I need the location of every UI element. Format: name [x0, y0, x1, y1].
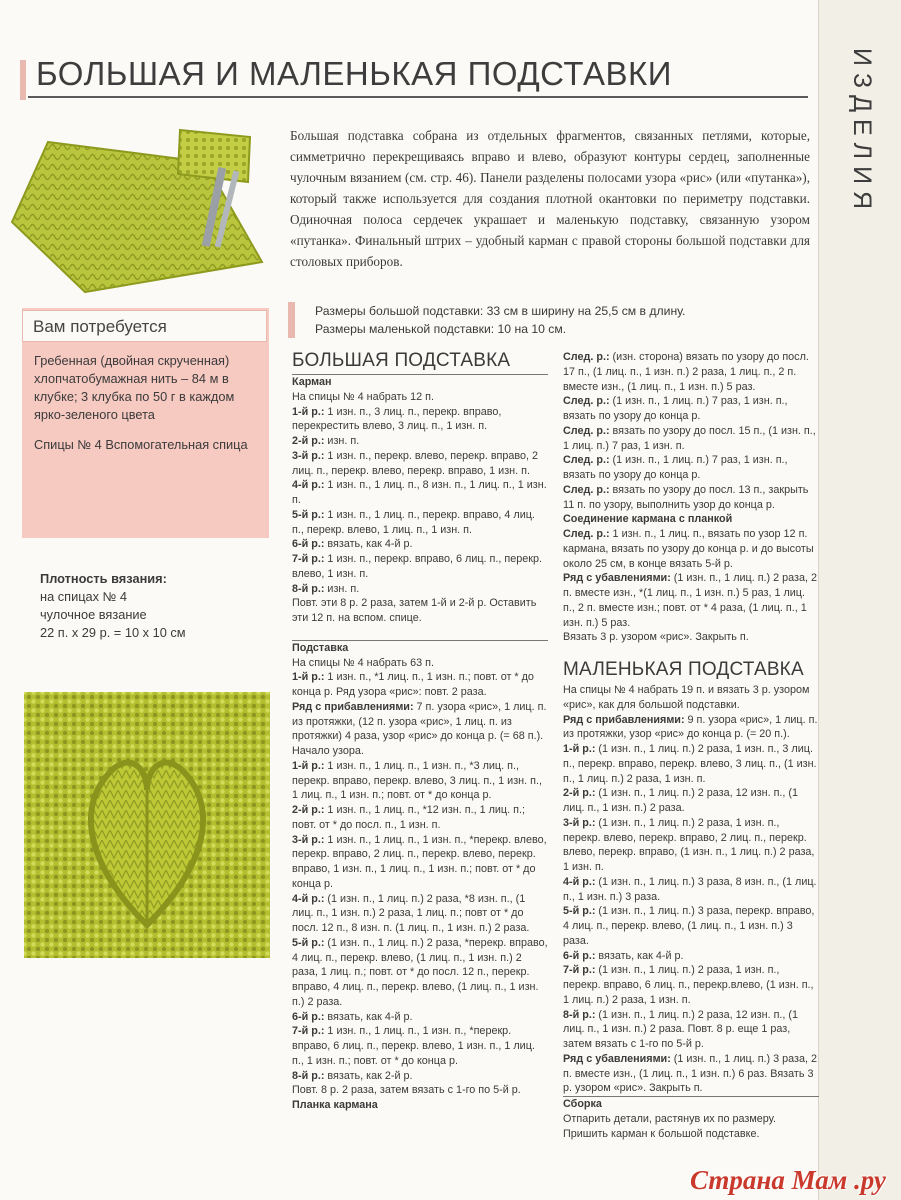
pocket-heading: Карман	[292, 374, 548, 390]
row-label: След. р.:	[563, 483, 610, 496]
row-text: (1 изн. п., 1 лиц. п.) 2 раза, *перекр. вправо, 4 лиц. п., перекр. влево, (1 лиц. п., 1 изн. п.) 2 раза, 1 лиц. п.; повт. от * до посл. 12 п., перекр. вправо, 4 лиц. п., перекр. влево, (1 лиц. п., 1 изн. п.) 2 раза.	[292, 936, 548, 1008]
row-label: 1-й р.:	[292, 759, 325, 772]
row-text: (1 изн. п., 1 лиц. п.) 2 раза, *8 изн. п., (1 лиц. п., 1 изн. п.) 2 раза, 1 лиц. п.; повт от * до посл. 12 п., 8 изн. п. (1 лиц. п., 1 изн. п.) 2 раза.	[292, 892, 530, 934]
instruction-row	[563, 904, 819, 948]
row-text: (изн. сторона) вязать по узору до посл. 17 п., (1 лиц. п., 1 изн. п.) 2 раза, 1 лиц. п., 2 п. вместе изн., (1 лиц. п., 1 изн. п.) 5 раз.	[563, 351, 809, 393]
row-label: 5-й р.:	[292, 936, 325, 949]
gauge-heading: Плотность вязания:	[40, 571, 167, 586]
instruction-row	[292, 537, 548, 552]
row-label: 4-й р.:	[292, 479, 325, 492]
big-mat-column	[292, 350, 548, 1113]
swatch-photo	[22, 690, 272, 960]
row-label: 6-й р.:	[563, 949, 596, 962]
join-heading: Соединение кармана с планкой	[563, 513, 733, 526]
row-label: След. р.:	[563, 351, 610, 363]
instruction-row	[292, 449, 548, 479]
row-text: 1 изн. п., перекр. влево, перекр. вправо, 2 лиц. п., перекр. влево, перекр. вправо, 1 изн. п.	[292, 449, 539, 477]
row-text: (1 изн. п., 1 лиц. п.) 7 раз, 1 изн. п., вязать по узору до конца р.	[563, 454, 788, 481]
row-label: Ряд с убавлениями:	[563, 572, 671, 585]
row-text: Вязать 3 р. узором «рис». Закрыть п.	[563, 631, 749, 644]
row-label: 8-й р.:	[292, 582, 325, 595]
right-column	[563, 350, 819, 1141]
instruction-row	[292, 1069, 548, 1084]
row-text: вязать, как 4-й р.	[595, 949, 684, 962]
row-text: 1 изн. п., перекр. вправо, 6 лиц. п., перекр. влево, 1 изн. п.	[292, 553, 542, 580]
row-text: 1 изн. п., 1 лиц. п., 1 изн. п., *перекр. вправо, 6 лиц. п., перекр. влево, 1 изн. п., 1 лиц. п., 1 изн. п.; повт. от * до конца р.	[292, 1025, 535, 1067]
row-text: 1 изн. п., 1 лиц. п., 1 изн. п., *3 лиц. п., перекр. вправо, перекр. влево, 3 лиц. п., 1 изн. п., 1 лиц. п., 1 изн. п.; повт. от * до конца р.	[292, 759, 542, 802]
row-label: 2-й р.:	[292, 435, 325, 447]
gauge-line: 22 п. х 29 р. = 10 х 10 см	[40, 625, 186, 640]
row-label: След. р.:	[563, 395, 610, 408]
small-mat-title: МАЛЕНЬКАЯ ПОДСТАВКА	[563, 659, 804, 680]
row-label: 3-й р.:	[292, 833, 325, 846]
mat-rows	[292, 670, 548, 1098]
row-text: (1 изн. п., 1 лиц. п.) 3 раза, перекр. вправо, 4 лиц. п., перекр. влево, (1 лиц. п., 1 изн. п.) 3 раза.	[563, 905, 815, 947]
row-text: вязать по узору до посл. 13 п., закрыть 11 п. по узору, выполнить узор до конца р.	[563, 483, 809, 511]
row-label: Ряд с убавлениями:	[563, 1052, 671, 1065]
row-label: 6-й р.:	[292, 1010, 325, 1023]
row-text: 1 изн. п., 1 лиц. п., перекр. вправо, 4 лиц. п., перекр. влево, 1 лиц. п., 1 изн. п.	[292, 508, 535, 536]
row-text: 7 п. узора «рис», 1 лиц. п. из протяжки, (12 п. узора «рис», 1 лиц. п. из протяжки) 4 раза, узор «рис» до конца р. (= 68 п.).	[292, 700, 547, 743]
row-text: 1 изн. п., *1 лиц. п., 1 изн. п.; повт. от * до конца р. Ряд узора «рис»: повт. 2 раза.	[292, 671, 534, 698]
strip-rows	[563, 350, 819, 512]
row-text: вязать, как 4-й р.	[324, 1010, 413, 1023]
pocket-tail: Повт. эти 8 р. 2 раза, затем 1-й и 2-й р. Оставить эти 12 п. на вспом. спице.	[292, 597, 537, 624]
row-text: изн. п.	[324, 435, 360, 447]
instruction-row	[292, 1010, 548, 1025]
row-label: 1-й р.:	[563, 743, 596, 755]
title-accent-bar	[20, 60, 26, 100]
size-line-small: Размеры маленькой подставки: 10 на 10 см.	[315, 322, 567, 336]
join-rows	[563, 527, 819, 645]
instruction-row	[563, 875, 819, 905]
instruction-row	[563, 630, 819, 645]
row-text: 1 изн. п., 1 лиц. п., вязать по узор 12 п. кармана, вязать по узору до конца р. и до высоты около 25 см, в конце вязать 5-й р.	[563, 528, 814, 570]
pocket-intro: На спицы № 4 набрать 12 п.	[292, 390, 434, 403]
row-label: 6-й р.:	[292, 538, 325, 551]
placemat-photo	[0, 112, 280, 302]
row-label: 3-й р.:	[292, 449, 325, 462]
instruction-row	[292, 434, 548, 449]
row-label: 7-й р.:	[292, 1025, 325, 1038]
row-label: 4-й р.:	[292, 892, 325, 905]
row-label: След. р.:	[563, 454, 610, 467]
row-label: 8-й р.:	[563, 1008, 596, 1021]
row-text: вязать, как 4-й р.	[324, 538, 413, 551]
size-line-big: Размеры большой подставки: 33 см в ширину на 25,5 см в длину.	[315, 304, 686, 318]
mat-heading: Подставка	[292, 640, 548, 656]
row-text: 9 п. узора «рис», 1 лиц. п. из протяжки, узор «рис» до конца р. (= 20 п.).	[563, 713, 818, 741]
instruction-row	[292, 759, 548, 803]
section-tab-label: ИЗДЕЛИЯ	[848, 48, 876, 217]
row-text: (1 изн. п., 1 лиц. п.) 2 раза, 2 п. вместе изн., *(1 лиц. п., 1 изн. п.) 5 раз, 1 лиц. п., 2 п. вместе изн.; повт. от * 4 раза, (1 лиц. п., 1 изн. п.) 5 раз.	[563, 572, 817, 629]
row-label: Ряд с прибавлениями:	[292, 700, 414, 713]
row-label: Ряд с прибавлениями:	[563, 713, 685, 726]
instruction-row	[563, 394, 819, 424]
big-mat-title: БОЛЬШАЯ ПОДСТАВКА	[292, 350, 511, 371]
row-label: 2-й р.:	[563, 787, 596, 800]
instruction-row	[563, 527, 819, 571]
row-label: 1-й р.:	[292, 671, 325, 684]
site-watermark: Страна Мам .ру	[690, 1165, 886, 1195]
instruction-row	[563, 453, 819, 483]
instruction-row	[563, 742, 819, 786]
row-label: 5-й р.:	[563, 905, 596, 918]
instruction-row	[563, 350, 819, 394]
row-label: 3-й р.:	[563, 816, 596, 829]
gauge-block	[40, 570, 260, 642]
row-label: След. р.:	[563, 528, 610, 540]
instruction-row	[292, 936, 548, 1010]
row-text: Повт. 8 р. 2 раза, затем вязать с 1-го по 5-й р.	[292, 1084, 521, 1097]
instruction-row	[563, 816, 819, 875]
small-mat-rows	[563, 713, 819, 1097]
instruction-row	[292, 405, 548, 435]
row-label: 4-й р.:	[563, 875, 596, 888]
instruction-row	[292, 833, 548, 892]
instruction-row	[563, 1052, 819, 1096]
row-text: (1 изн. п., 1 лиц. п.) 7 раз, 1 изн. п., вязать по узору до конца р.	[563, 395, 788, 422]
instruction-row	[292, 670, 548, 700]
row-text: (1 изн. п., 1 лиц. п.) 2 раза, 1 изн. п., 3 лиц. п., перекр. вправо, перекр. влево, 3 лиц. п., (1 изн. п., 1 лиц. п.) 2 раза, 1 изн. п.	[563, 743, 817, 785]
instruction-row	[292, 892, 548, 936]
row-text: (1 изн. п., 1 лиц. п.) 2 раза, 12 изн. п., (1 лиц. п., 1 изн. п.) 2 раза. Повт. 8 р. еще 1 раз, затем вязать с 1-го по 5-й р.	[563, 1008, 799, 1050]
instruction-row	[292, 552, 548, 582]
instruction-row	[563, 1008, 819, 1052]
gauge-line: чулочное вязание	[40, 607, 147, 622]
row-text: 1 изн. п., 3 лиц. п., перекр. вправо, перекрестить влево, 3 лиц. п., 1 изн. п.	[292, 405, 502, 433]
assembly-text: Отпарить детали, растянув их по размеру. Пришить карман к большой подставке.	[563, 1112, 776, 1140]
pocket-rows	[292, 405, 548, 597]
row-text: (1 изн. п., 1 лиц. п.) 2 раза, 1 изн. п., перекр. вправо, 6 лиц. п., перекр.влево, (1 изн. п., 1 лиц. п.) 2 раза, 1 изн. п.	[563, 964, 814, 1006]
assembly-heading: Сборка	[563, 1096, 819, 1112]
instruction-row	[292, 508, 548, 538]
materials-text	[34, 352, 262, 454]
row-label: 7-й р.:	[563, 964, 596, 977]
row-label: 2-й р.:	[292, 804, 325, 816]
title-divider	[28, 96, 808, 98]
instruction-row	[292, 700, 548, 744]
instruction-row	[563, 571, 819, 630]
row-text: вязать по узору до посл. 15 п., (1 изн. п., 1 лиц. п.) 7 раз, 1 изн. п.	[563, 424, 816, 452]
materials-heading: Вам потребуется	[22, 310, 267, 342]
size-note	[288, 302, 835, 338]
row-text: Начало узора.	[292, 745, 364, 757]
instruction-row	[563, 786, 819, 816]
row-text: (1 изн. п., 1 лиц. п.) 3 раза, 2 п. вместе изн., (1 лиц. п., 1 изн. п.) 6 раз. Вязать 3 р. узором «рис». Закрыть п.	[563, 1052, 817, 1095]
row-text: 1 изн. п., 1 лиц. п., *12 изн. п., 1 лиц. п.; повт. от * до посл. п., 1 изн. п.	[292, 804, 525, 831]
row-label: След. р.:	[563, 424, 610, 437]
row-text: вязать, как 2-й р.	[324, 1069, 413, 1082]
small-mat-intro: На спицы № 4 набрать 19 п. и вязать 3 р. узором «рис», как для большой подставки.	[563, 684, 810, 711]
row-text: (1 изн. п., 1 лиц. п.) 2 раза, 1 изн. п., перекр. влево, перекр. вправо, 2 лиц. п., перекр. влево, перекр. вправо, (1 изн. п., 1 лиц. п.) 2 раза, 1 изн. п.	[563, 816, 815, 873]
instruction-row	[292, 1024, 548, 1068]
instruction-row	[292, 803, 548, 833]
row-text: (1 изн. п., 1 лиц. п.) 2 раза, 12 изн. п., (1 лиц. п., 1 изн. п.) 2 раза.	[563, 787, 799, 814]
gauge-line: на спицах № 4	[40, 589, 128, 604]
instruction-row	[563, 949, 819, 964]
materials-yarn: Гребенная (двойная скрученная) хлопчатобумажная нить – 84 м в клубке; 3 клубка по 50 г в каждом ярко-зеленого цвета	[34, 353, 235, 422]
row-label: 5-й р.:	[292, 508, 325, 521]
row-text: 1 изн. п., 1 лиц. п., 8 изн. п., 1 лиц. п., 1 изн. п.	[292, 479, 547, 506]
instruction-row	[292, 744, 548, 759]
instruction-row	[292, 1083, 548, 1098]
mat-intro: На спицы № 4 набрать 63 п.	[292, 656, 434, 669]
row-label: 1-й р.:	[292, 405, 325, 418]
row-text: 1 изн. п., 1 лиц. п., 1 изн. п., *перекр. влево, перекр. вправо, 2 лиц. п., перекр. влево, перекр. вправо, 1 изн. п., 1 лиц. п., 1 изн. п.; повт. от * до конца р.	[292, 833, 547, 890]
row-label: 8-й р.:	[292, 1069, 325, 1082]
strip-heading: Планка кармана	[292, 1099, 378, 1111]
row-text: изн. п.	[324, 582, 360, 595]
page-title: БОЛЬШАЯ И МАЛЕНЬКАЯ ПОДСТАВКИ	[36, 55, 672, 92]
instruction-row	[563, 963, 819, 1007]
instruction-row	[563, 483, 819, 513]
row-label: 7-й р.:	[292, 553, 325, 565]
instruction-row	[292, 478, 548, 508]
instruction-row	[292, 582, 548, 597]
instruction-row	[563, 424, 819, 454]
row-text: (1 изн. п., 1 лиц. п.) 3 раза, 8 изн. п., (1 лиц. п., 1 изн. п.) 3 раза.	[563, 875, 817, 903]
intro-paragraph: Большая подставка собрана из отдельных фрагментов, связанных петлями, которые, симметрично перекрещиваясь вправо и влево, образуют контуры сердец, заполненные чулочным вязанием (см. стр. 46). Панели разделены полосами узора «рис» (или «путанка»), который также используется для создания плотной окантовки по периметру подставки. Одиночная полоса сердечек украшает и маленькую подставку, связанную узором «путанка». Финальный штрих – удобный карман с правой стороны большой подставки для столовых приборов.	[290, 128, 810, 269]
instruction-row	[563, 713, 819, 743]
materials-needles: Спицы № 4 Вспомогательная спица	[34, 437, 248, 452]
